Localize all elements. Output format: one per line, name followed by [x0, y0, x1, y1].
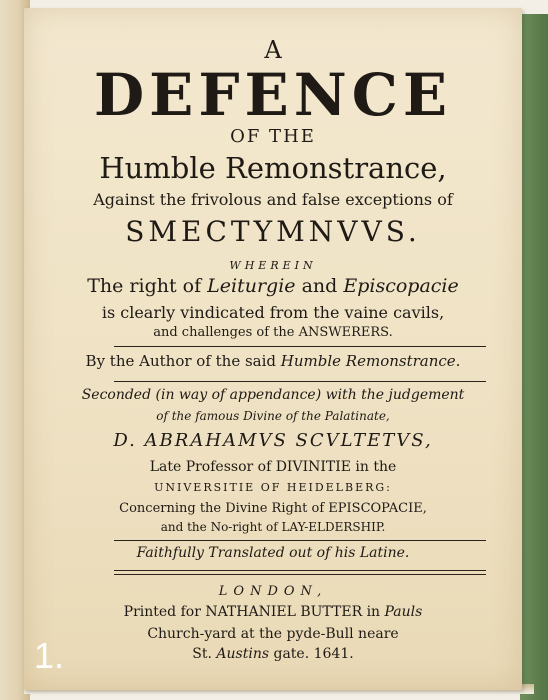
gate-start: St.: [192, 646, 217, 662]
author-line: [24, 354, 522, 369]
seconded-line: Seconded (in way of appendance) with the judgement: [81, 387, 465, 403]
title-page: [24, 8, 522, 690]
line1-episcopacie: Episcopacie: [343, 275, 459, 297]
printer-start: Printed for NATHANIEL BUTTER in: [123, 604, 385, 620]
gate-austins: Austins: [216, 646, 270, 662]
title-line-1: [24, 277, 522, 296]
scultetus-line: D. ABRAHAMVS SCVLTETVS,: [113, 430, 433, 451]
rule-2: [114, 381, 486, 382]
author-title: Humble Remonstrance.: [280, 352, 461, 370]
main-title: DEFENCE: [93, 61, 453, 129]
churchyard-line: Church-yard at the pyde-Bull neare: [147, 626, 399, 642]
rule-3: [114, 540, 486, 541]
printer-line: [24, 605, 522, 619]
title-subject: Humble Remonstrance,: [99, 151, 447, 185]
concerning-line: Concerning the Divine Right of EPISCOPACIE,: [119, 501, 427, 516]
translated-line: Faithfully Translated out of his Latine.: [136, 545, 410, 561]
no-right-line: and the No-right of LAY-ELDERSHIP.: [160, 520, 386, 534]
title-wherein: WHEREIN: [229, 259, 317, 272]
title-of-the: OF THE: [230, 126, 316, 147]
green-board-edge: [520, 14, 548, 700]
city-line: LONDON,: [218, 584, 328, 599]
title-article: A: [264, 36, 282, 64]
professor-line: Late Professor of DIVINITIE in the: [149, 459, 397, 475]
figure-number-label: 1.: [34, 635, 65, 676]
title-against: Against the frivolous and false exceptions of: [93, 190, 453, 209]
title-line-3: and challenges of the ANSWERERS.: [153, 325, 393, 340]
title-line-2: is clearly vindicated from the vaine cavils,: [101, 303, 445, 322]
university-line: UNIVERSITIE OF HEIDELBERG:: [154, 481, 392, 494]
line1-and: and: [295, 275, 344, 297]
gate-end: gate. 1641.: [269, 646, 354, 662]
rule-4: [114, 570, 486, 571]
author-start: By the Author of the said: [85, 352, 281, 370]
rule-1: [114, 346, 486, 347]
gate-line: [24, 647, 522, 661]
line1-start: The right of: [87, 275, 208, 297]
title-opponent: SMECTYMNVVS.: [125, 215, 421, 248]
line1-leiturgie: Leiturgie: [207, 275, 296, 297]
printer-pauls: Pauls: [384, 604, 423, 620]
famous-line: of the famous Divine of the Palatinate,: [156, 409, 390, 423]
